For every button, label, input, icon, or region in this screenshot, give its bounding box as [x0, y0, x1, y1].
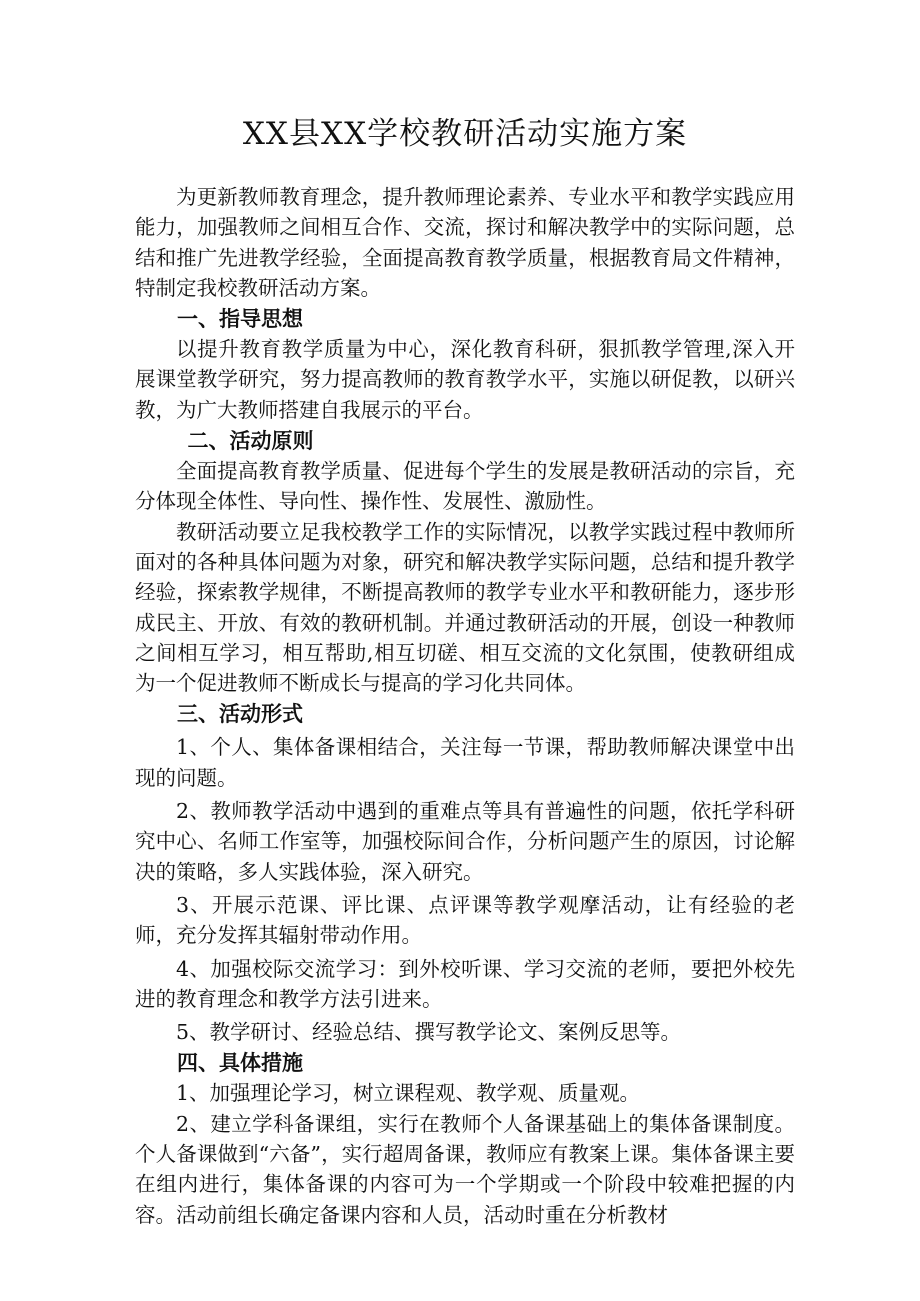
- section-specific-measures: [135, 1047, 795, 1229]
- section-paragraph: 全面提高教育教学质量、促进每个学生的发展是教研活动的宗旨，充分体现全体性、导向性、操作性、发展性、激励性。: [135, 459, 795, 514]
- section-heading: 一、指导思想: [177, 306, 303, 332]
- list-item: 4、加强校际交流学习：到外校听课、学习交流的老师，要把外校先进的教育理念和教学方法引进来。: [135, 956, 795, 1011]
- list-item: 5、教学研讨、经验总结、撰写教学论文、案例反思等。: [176, 1020, 682, 1045]
- section-guiding-ideology: [135, 303, 795, 425]
- intro-paragraph: 为更新教师教育理念，提升教师理论素养、专业水平和教学实践应用能力，加强教师之间相互合作、交流，探讨和解决教学中的实际问题，总结和推广先进教学经验，全面提高教育教学质量，根据教育局文件精神，特制定我校教研活动方案。: [135, 185, 795, 300]
- list-item: 1、个人、集体备课相结合，关注每一节课，帮助教师解决课堂中出现的问题。: [135, 735, 795, 790]
- list-item: 2、教师教学活动中遇到的重难点等具有普遍性的问题，依托学科研究中心、名师工作室等，加强校际间合作，分析问题产生的原因，讨论解决的策略，多人实践体验，深入研究。: [135, 799, 795, 884]
- section-heading: 二、活动原则: [187, 428, 314, 454]
- section-paragraph: 教研活动要立足我校教学工作的实际情况，以教学实践过程中教师所面对的各种具体问题为对象，研究和解决教学实际问题，总结和提升教学经验，探索教学规律，不断提高教师的教学专业水平和教研能力，逐步形成民主、开放、有效的教研机制。并通过教研活动的开展，创设一种教师之间相互学习，相互帮助,相互切磋、相互交流的文化氛围，使教研组成为一个促进教师不断成长与提高的学习化共同体。: [135, 519, 795, 696]
- list-item: 2、建立学科备课组，实行在教师个人备课基础上的集体备课制度。个人备课做到“六备”，实行超周备课，教师应有教案上课。集体备课主要在组内进行，集体备课的内容可为一个学期或一个阶段中较难把握的内容。活动前组长确定备课内容和人员，活动时重在分析教材: [135, 1111, 795, 1227]
- list-item: 1、加强理论学习，树立课程观、教学观、质量观。: [176, 1081, 641, 1106]
- document-body: [135, 182, 795, 1230]
- document-title: XX县XX学校教研活动实施方案: [242, 116, 688, 152]
- section-activity-principles: [135, 425, 795, 698]
- list-item: 3、开展示范课、评比课、点评课等教学观摩活动，让有经验的老师，充分发挥其辐射带动作用。: [135, 892, 795, 948]
- section-activity-forms: [135, 698, 795, 1047]
- section-heading: 四、具体措施: [177, 1050, 303, 1076]
- section-paragraph: 以提升教育教学质量为中心，深化教育科研，狠抓教学管理,深入开展课堂教学研究，努力提高教师的教育教学水平，实施以研促教，以研兴教，为广大教师搭建自我展示的平台。: [135, 337, 795, 422]
- section-heading: 三、活动形式: [177, 701, 303, 727]
